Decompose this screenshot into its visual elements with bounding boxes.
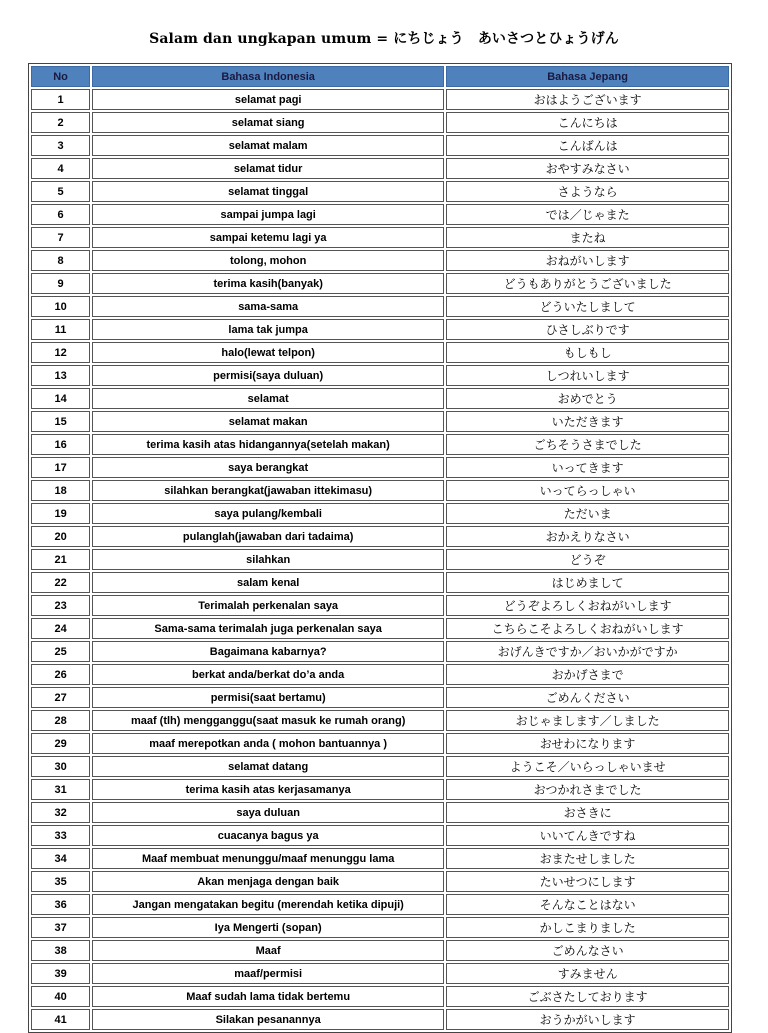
japanese-phrase: いただきます [446,411,729,432]
indonesian-phrase: selamat makan [92,411,444,432]
table-row [31,756,729,777]
row-number: 34 [31,848,90,869]
indonesian-phrase: permisi(saat bertamu) [92,687,444,708]
table-row [31,411,729,432]
table-row [31,802,729,823]
table-row [31,342,729,363]
indonesian-phrase: saya pulang/kembali [92,503,444,524]
indonesian-phrase: Akan menjaga dengan baik [92,871,444,892]
indonesian-phrase: tolong, mohon [92,250,444,271]
row-number: 35 [31,871,90,892]
japanese-phrase: ごぶさたしております [446,986,729,1007]
indonesian-phrase: maaf merepotkan anda ( mohon bantuannya ) [92,733,444,754]
table-row [31,1009,729,1030]
table-row [31,135,729,156]
row-number: 16 [31,434,90,455]
indonesian-phrase: maaf/permisi [92,963,444,984]
indonesian-phrase: terima kasih(banyak) [92,273,444,294]
row-number: 21 [31,549,90,570]
indonesian-phrase: pulanglah(jawaban dari tadaima) [92,526,444,547]
row-number: 15 [31,411,90,432]
row-number: 20 [31,526,90,547]
table-row [31,871,729,892]
row-number: 13 [31,365,90,386]
japanese-phrase: いってきます [446,457,729,478]
japanese-phrase: すみません [446,963,729,984]
indonesian-phrase: saya berangkat [92,457,444,478]
row-number: 40 [31,986,90,1007]
table-row [31,457,729,478]
table-row [31,549,729,570]
japanese-phrase: そんなことはない [446,894,729,915]
table-row [31,618,729,639]
table-row [31,664,729,685]
row-number: 14 [31,388,90,409]
table-row [31,963,729,984]
table-row [31,733,729,754]
row-number: 3 [31,135,90,156]
table-row [31,296,729,317]
japanese-phrase: おかげさまで [446,664,729,685]
row-number: 41 [31,1009,90,1030]
row-number: 30 [31,756,90,777]
table-row [31,595,729,616]
greetings-table [28,63,732,1033]
japanese-phrase: おうかがいします [446,1009,729,1030]
indonesian-phrase: selamat datang [92,756,444,777]
japanese-phrase: ごめんなさい [446,940,729,961]
row-number: 10 [31,296,90,317]
indonesian-phrase: selamat pagi [92,89,444,110]
japanese-phrase: おはようございます [446,89,729,110]
row-number: 19 [31,503,90,524]
row-number: 32 [31,802,90,823]
japanese-phrase: こんばんは [446,135,729,156]
table-row [31,986,729,1007]
indonesian-phrase: salam kenal [92,572,444,593]
row-number: 22 [31,572,90,593]
row-number: 18 [31,480,90,501]
row-number: 9 [31,273,90,294]
indonesian-phrase: berkat anda/berkat do’a anda [92,664,444,685]
row-number: 6 [31,204,90,225]
table-row [31,825,729,846]
japanese-phrase: どうぞ [446,549,729,570]
indonesian-phrase: permisi(saya duluan) [92,365,444,386]
table-row [31,641,729,662]
row-number: 25 [31,641,90,662]
indonesian-phrase: selamat tidur [92,158,444,179]
row-number: 12 [31,342,90,363]
indonesian-phrase: Sama-sama terimalah juga perkenalan saya [92,618,444,639]
column-header-no: No [31,66,90,87]
table-row [31,480,729,501]
indonesian-phrase: sampai ketemu lagi ya [92,227,444,248]
japanese-phrase: どうぞよろしくおねがいします [446,595,729,616]
row-number: 1 [31,89,90,110]
table-row [31,388,729,409]
row-number: 23 [31,595,90,616]
row-number: 17 [31,457,90,478]
row-number: 24 [31,618,90,639]
japanese-phrase: おねがいします [446,250,729,271]
indonesian-phrase: Terimalah perkenalan saya [92,595,444,616]
table-row [31,273,729,294]
japanese-phrase: ごめんください [446,687,729,708]
indonesian-phrase: silahkan [92,549,444,570]
table-row [31,503,729,524]
indonesian-phrase: Silakan pesanannya [92,1009,444,1030]
table-row [31,158,729,179]
row-number: 11 [31,319,90,340]
japanese-phrase: かしこまりました [446,917,729,938]
indonesian-phrase: maaf (tlh) mengganggu(saat masuk ke rumah orang) [92,710,444,731]
table-row [31,526,729,547]
table-row [31,940,729,961]
japanese-phrase: ようこそ／いらっしゃいませ [446,756,729,777]
japanese-phrase: ごちそうさまでした [446,434,729,455]
indonesian-phrase: Maaf membuat menunggu/maaf menunggu lama [92,848,444,869]
row-number: 4 [31,158,90,179]
table-row [31,365,729,386]
row-number: 28 [31,710,90,731]
japanese-phrase: はじめまして [446,572,729,593]
japanese-phrase: おめでとう [446,388,729,409]
table-row [31,572,729,593]
japanese-phrase: しつれいします [446,365,729,386]
japanese-phrase: ただいま [446,503,729,524]
indonesian-phrase: selamat malam [92,135,444,156]
indonesian-phrase: selamat [92,388,444,409]
indonesian-phrase: selamat tinggal [92,181,444,202]
indonesian-phrase: cuacanya bagus ya [92,825,444,846]
japanese-phrase: たいせつにします [446,871,729,892]
row-number: 36 [31,894,90,915]
row-number: 2 [31,112,90,133]
indonesian-phrase: Bagaimana kabarnya? [92,641,444,662]
indonesian-phrase: terima kasih atas kerjasamanya [92,779,444,800]
row-number: 8 [31,250,90,271]
japanese-phrase: いってらっしゃい [446,480,729,501]
page-title: Salam dan ungkapan umum = にちじょう あいさつとひょうげん [149,31,619,47]
table-row [31,227,729,248]
indonesian-phrase: selamat siang [92,112,444,133]
japanese-phrase: もしもし [446,342,729,363]
japanese-phrase: こんにちは [446,112,729,133]
japanese-phrase: では／じゃまた [446,204,729,225]
column-header-japanese: Bahasa Jepang [446,66,729,87]
indonesian-phrase: halo(lewat telpon) [92,342,444,363]
table-row [31,917,729,938]
japanese-phrase: またね [446,227,729,248]
row-number: 5 [31,181,90,202]
row-number: 29 [31,733,90,754]
table-row [31,894,729,915]
indonesian-phrase: sama-sama [92,296,444,317]
row-number: 31 [31,779,90,800]
table-row [31,779,729,800]
table-row [31,112,729,133]
table-row [31,204,729,225]
japanese-phrase: おげんきですか／おいかがですか [446,641,729,662]
row-number: 38 [31,940,90,961]
table-row [31,687,729,708]
japanese-phrase: こちらこそよろしくおねがいします [446,618,729,639]
indonesian-phrase: lama tak jumpa [92,319,444,340]
row-number: 39 [31,963,90,984]
row-number: 27 [31,687,90,708]
indonesian-phrase: sampai jumpa lagi [92,204,444,225]
japanese-phrase: ひさしぶりです [446,319,729,340]
table-row [31,319,729,340]
japanese-phrase: どういたしまして [446,296,729,317]
table-row [31,89,729,110]
row-number: 7 [31,227,90,248]
row-number: 37 [31,917,90,938]
column-header-indonesian: Bahasa Indonesia [92,66,444,87]
table-row [31,434,729,455]
japanese-phrase: さようなら [446,181,729,202]
japanese-phrase: おかえりなさい [446,526,729,547]
japanese-phrase: おさきに [446,802,729,823]
table-header-row [31,66,729,87]
japanese-phrase: どうもありがとうございました [446,273,729,294]
japanese-phrase: おまたせしました [446,848,729,869]
indonesian-phrase: saya duluan [92,802,444,823]
row-number: 26 [31,664,90,685]
japanese-phrase: おせわになります [446,733,729,754]
table-row [31,250,729,271]
row-number: 33 [31,825,90,846]
japanese-phrase: おやすみなさい [446,158,729,179]
japanese-phrase: おつかれさまでした [446,779,729,800]
indonesian-phrase: Maaf sudah lama tidak bertemu [92,986,444,1007]
table-row [31,710,729,731]
indonesian-phrase: silahkan berangkat(jawaban ittekimasu) [92,480,444,501]
table-row [31,181,729,202]
table-row [31,848,729,869]
japanese-phrase: いいてんきですね [446,825,729,846]
indonesian-phrase: Maaf [92,940,444,961]
indonesian-phrase: terima kasih atas hidangannya(setelah makan) [92,434,444,455]
japanese-phrase: おじゃまします／しました [446,710,729,731]
indonesian-phrase: Iya Mengerti (sopan) [92,917,444,938]
indonesian-phrase: Jangan mengatakan begitu (merendah ketika dipuji) [92,894,444,915]
